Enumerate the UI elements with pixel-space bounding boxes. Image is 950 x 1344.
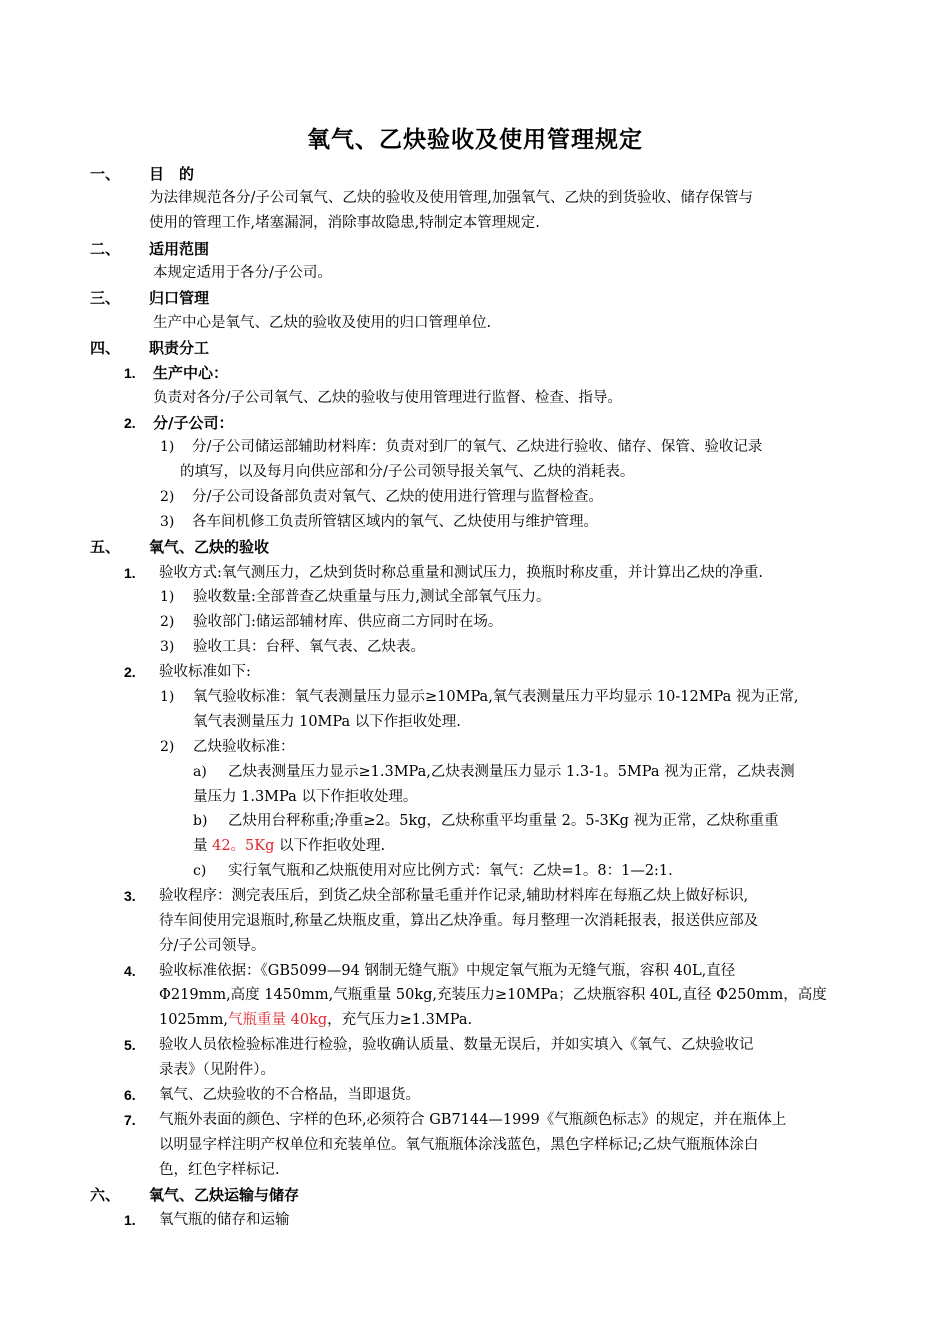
paragraph-line: 分/子公司设备部负责对氧气、乙炔的使用进行管理与监督检查。	[192, 489, 603, 505]
highlighted-text: 气瓶重量 40kg	[228, 1012, 328, 1028]
paragraph-line: 分/子公司储运部辅助材料库：负责对到厂的氧气、乙炔进行验收、储存、保管、验收记录	[192, 439, 763, 455]
paragraph-line: 乙炔验收标准：	[193, 739, 295, 755]
paragraph-line: 分/子公司领导。	[159, 938, 266, 954]
section-heading: 适用范围	[149, 240, 210, 258]
subitem-number: 2)	[160, 614, 175, 630]
paragraph-line: 待车间使用完退瓶时,称量乙炔瓶皮重，算出乙炔净重。每月整理一次消耗报表，报送供应部及	[159, 913, 759, 929]
paragraph-line: 乙炔表测量压力显示≥1.3MPa,乙炔表测量压力显示 1.3-1。5MPa 视为正常，乙炔表测	[228, 764, 795, 780]
section-number: 三、	[90, 289, 121, 307]
section-heading: 归口管理	[149, 289, 210, 307]
item-number: 1.	[124, 1212, 136, 1228]
paragraph-line: 以明显字样注明产权单位和充装单位。氧气瓶瓶体涂浅蓝色，黑色字样标记;乙炔气瓶瓶体涂白	[159, 1137, 759, 1153]
subitem-letter: b)	[193, 813, 208, 829]
paragraph-line: 氧气瓶的储存和运输	[159, 1212, 290, 1228]
item-number: 3.	[124, 888, 136, 904]
subitem-number: 2)	[160, 739, 175, 755]
item-number: 4.	[124, 963, 136, 979]
text-run: 以下作拒收处理.	[274, 838, 386, 854]
item-heading: 生产中心：	[153, 364, 229, 382]
section-number: 六、	[90, 1186, 121, 1204]
subitem-number: 2)	[160, 489, 175, 505]
item-number: 6.	[124, 1087, 136, 1103]
section-number: 五、	[90, 538, 121, 556]
paragraph-line	[159, 1010, 472, 1030]
paragraph-line: 氧气验收标准：氧气表测量压力显示≥10MPa,氧气表测量压力平均显示 10-12MPa 视为正常,	[193, 689, 799, 705]
item-number: 1.	[124, 565, 136, 581]
section-heading: 氧气、乙炔运输与储存	[149, 1186, 300, 1204]
item-number: 1.	[124, 365, 136, 381]
paragraph-line: 色，红色字样标记.	[159, 1162, 280, 1178]
item-number: 7.	[124, 1112, 136, 1128]
subitem-number: 1)	[160, 439, 175, 455]
paragraph-line: 验收数量:全部普查乙炔重量与压力,测试全部氧气压力。	[193, 589, 551, 605]
paragraph-line: 实行氧气瓶和乙炔瓶使用对应比例方式：氧气：乙炔=1。8：1—2:1.	[228, 863, 673, 879]
paragraph-line: 验收工具：台秤、氧气表、乙炔表。	[193, 639, 425, 655]
paragraph-line: 氧气、乙炔验收的不合格品，当即退货。	[159, 1087, 420, 1103]
section-heading: 职责分工	[149, 339, 210, 357]
text-run: 1025mm,	[159, 1012, 229, 1028]
paragraph-line: 验收人员依检验标准进行检验，验收确认质量、数量无误后，并如实填入《氧气、乙炔验收记	[159, 1037, 754, 1053]
text-run: ，充气压力≥1.3MPa.	[327, 1012, 473, 1028]
paragraph-line: 的填写，以及每月向供应部和分/子公司领导报关氧气、乙炔的消耗表。	[180, 464, 635, 480]
paragraph-line: 乙炔用台秤称重;净重≥2。5kg，乙炔称重平均重量 2。5-3Kg 视为正常，乙炔称重重	[228, 813, 779, 829]
section-number: 二、	[90, 240, 121, 258]
subitem-number: 3)	[160, 514, 175, 530]
subitem-number: 1)	[160, 689, 175, 705]
paragraph-line: 验收部门:储运部辅材库、供应商二方同时在场。	[193, 614, 503, 630]
section-heading: 目 的	[149, 165, 195, 183]
subitem-number: 3)	[160, 639, 175, 655]
section-number: 一、	[90, 165, 121, 183]
paragraph-line: 本规定适用于各分/子公司。	[153, 265, 332, 281]
paragraph-line	[193, 836, 385, 856]
paragraph-line: 验收方式:氧气测压力，乙炔到货时称总重量和测试压力，换瓶时称皮重，并计算出乙炔的净重.	[159, 565, 763, 581]
paragraph-line: 验收标准如下:	[159, 664, 251, 680]
paragraph-line: 验收标准依据：《GB5099—94 钢制无缝气瓶》中规定氧气瓶为无缝气瓶，容积 40L,直径	[159, 963, 736, 979]
text-run: 量	[193, 838, 213, 854]
subitem-number: 1)	[160, 589, 175, 605]
item-number: 2.	[124, 664, 136, 680]
item-number: 5.	[124, 1037, 136, 1053]
item-number: 2.	[124, 415, 136, 431]
paragraph-line: 使用的管理工作,堵塞漏洞，消除事故隐患,特制定本管理规定.	[149, 215, 540, 231]
paragraph-line: 验收程序：测完表压后，到货乙炔全部称量毛重并作记录,辅助材料库在每瓶乙炔上做好标识,	[159, 888, 749, 904]
section-number: 四、	[90, 339, 121, 357]
paragraph-line: 气瓶外表面的颜色、字样的色环,必须符合 GB7144—1999《气瓶颜色标志》的规定，并在瓶体上	[159, 1112, 787, 1128]
paragraph-line: 氧气表测量压力 10MPa 以下作拒收处理.	[193, 714, 461, 730]
highlighted-text: 42。5Kg	[212, 838, 275, 854]
section-heading: 氧气、乙炔的验收	[149, 538, 270, 556]
paragraph-line: 量压力 1.3MPa 以下作拒收处理。	[193, 789, 418, 805]
item-heading: 分/子公司：	[153, 414, 234, 432]
subitem-letter: a)	[193, 764, 207, 780]
document-title: 氧气、乙炔验收及使用管理规定	[307, 127, 643, 153]
paragraph-line: 负责对各分/子公司氧气、乙炔的验收与使用管理进行监督、检查、指导。	[153, 390, 622, 406]
paragraph-line: 为法律规范各分/子公司氧气、乙炔的验收及使用管理,加强氧气、乙炔的到货验收、储存保管与	[149, 190, 753, 206]
subitem-letter: c)	[193, 863, 207, 879]
paragraph-line: 各车间机修工负责所管辖区域内的氧气、乙炔使用与维护管理。	[192, 514, 598, 530]
paragraph-line: 生产中心是氧气、乙炔的验收及使用的归口管理单位.	[153, 315, 492, 331]
paragraph-line: 录表》（见附件）。	[159, 1062, 275, 1078]
paragraph-line: Φ219mm,高度 1450mm,气瓶重量 50kg,充装压力≥10MPa；乙炔瓶容积 40L,直径 Φ250mm，高度	[159, 987, 827, 1003]
